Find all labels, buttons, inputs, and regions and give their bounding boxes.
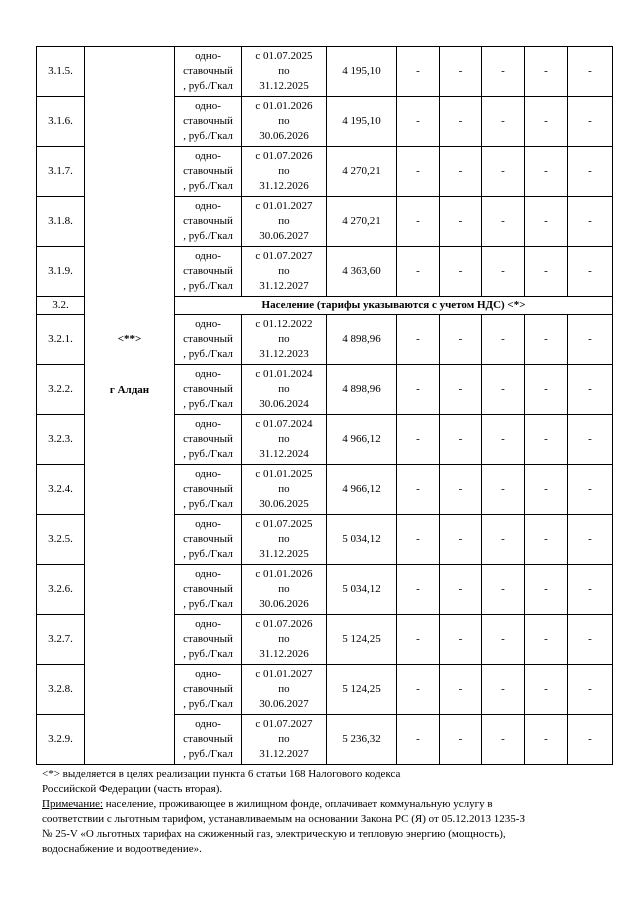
empty-value-cell: - — [568, 365, 613, 415]
cell-line: по — [278, 533, 290, 545]
period-cell — [242, 97, 327, 147]
unit-cell — [175, 715, 242, 765]
cell-line: , руб./Гкал — [183, 598, 233, 610]
cell-line: 31.12.2026 — [259, 180, 309, 192]
cell-line: одно- — [195, 100, 221, 112]
empty-value-cell: - — [568, 665, 613, 715]
cell-line: по — [278, 383, 290, 395]
empty-value-cell: - — [397, 315, 440, 365]
cell-line: ставочный — [183, 483, 233, 495]
empty-value-cell: - — [482, 147, 525, 197]
cell-line: , руб./Гкал — [183, 348, 233, 360]
empty-value-cell: - — [568, 147, 613, 197]
row-number-cell: 3.2.9. — [37, 715, 85, 765]
empty-value-cell: - — [482, 97, 525, 147]
cell-line: одно- — [195, 668, 221, 680]
section-title-cell: Население (тарифы указываются с учетом НДС) <*> — [175, 297, 613, 315]
cell-line: ставочный — [183, 683, 233, 695]
empty-value-cell: - — [440, 715, 482, 765]
empty-value-cell: - — [482, 197, 525, 247]
period-cell — [242, 47, 327, 97]
empty-value-cell: - — [440, 565, 482, 615]
tariff-table — [36, 46, 613, 765]
cell-line: ставочный — [183, 733, 233, 745]
cell-line: с 01.12.2022 — [255, 318, 313, 330]
tariff-value-cell: 4 195,10 — [327, 97, 397, 147]
tariff-value-cell: 5 124,25 — [327, 665, 397, 715]
empty-value-cell: - — [440, 365, 482, 415]
footnote-line: Российской Федерации (часть вторая). — [42, 783, 223, 795]
row-number-cell: 3.1.9. — [37, 247, 85, 297]
empty-value-cell: - — [568, 515, 613, 565]
cell-line: по — [278, 65, 290, 77]
note-text: население, проживающее в жилищном фонде, оплачивает коммунальную услугу в — [103, 798, 493, 810]
row-number-cell: 3.2.3. — [37, 415, 85, 465]
period-cell — [242, 465, 327, 515]
cell-line: , руб./Гкал — [183, 280, 233, 292]
cell-line: 31.12.2025 — [259, 80, 309, 92]
cell-line: с 01.01.2026 — [255, 568, 313, 580]
empty-value-cell: - — [525, 515, 568, 565]
unit-cell — [175, 365, 242, 415]
empty-value-cell: - — [482, 515, 525, 565]
cell-line: , руб./Гкал — [183, 448, 233, 460]
note-label: Примечание: — [42, 798, 104, 810]
cell-line: с 01.07.2025 — [255, 50, 313, 62]
cell-line: , руб./Гкал — [183, 548, 233, 560]
unit-cell — [175, 97, 242, 147]
cell-line: , руб./Гкал — [183, 130, 233, 142]
note-paragraph-line: соответствии с льготным тарифом, устанавливаемым на основании Закона РС (Я) от 05.12.2013 1235-З — [42, 813, 525, 825]
empty-value-cell: - — [397, 365, 440, 415]
cell-line: ставочный — [183, 433, 233, 445]
cell-line: по — [278, 433, 290, 445]
cell-line: с 01.01.2026 — [255, 100, 313, 112]
cell-line: , руб./Гкал — [183, 230, 233, 242]
tariff-value-cell: 5 236,32 — [327, 715, 397, 765]
section-number-cell: 3.2. — [37, 297, 85, 315]
row-number-cell: 3.1.8. — [37, 197, 85, 247]
empty-value-cell: - — [482, 665, 525, 715]
tariff-value-cell: 5 034,12 — [327, 565, 397, 615]
cell-line: по — [278, 683, 290, 695]
empty-value-cell: - — [568, 47, 613, 97]
row-number-cell: 3.2.4. — [37, 465, 85, 515]
period-cell — [242, 315, 327, 365]
empty-value-cell: - — [568, 415, 613, 465]
empty-value-cell: - — [440, 665, 482, 715]
cell-line: по — [278, 215, 290, 227]
cell-line: 30.06.2026 — [259, 130, 309, 142]
cell-line: , руб./Гкал — [183, 498, 233, 510]
period-cell — [242, 565, 327, 615]
territory-column-cell — [85, 47, 175, 765]
unit-cell — [175, 47, 242, 97]
empty-value-cell: - — [482, 565, 525, 615]
cell-line: с 01.01.2025 — [255, 468, 313, 480]
empty-value-cell: - — [525, 465, 568, 515]
cell-line: по — [278, 165, 290, 177]
cell-line: с 01.01.2027 — [255, 200, 313, 212]
cell-line: с 01.01.2024 — [255, 368, 313, 380]
empty-value-cell: - — [440, 247, 482, 297]
empty-value-cell: - — [568, 465, 613, 515]
empty-value-cell: - — [397, 147, 440, 197]
cell-line: 30.06.2026 — [259, 598, 309, 610]
cell-line: , руб./Гкал — [183, 698, 233, 710]
empty-value-cell: - — [525, 147, 568, 197]
empty-value-cell: - — [482, 715, 525, 765]
cell-line: одно- — [195, 418, 221, 430]
period-cell — [242, 665, 327, 715]
note-paragraph — [42, 797, 622, 812]
empty-value-cell: - — [397, 247, 440, 297]
cell-line: , руб./Гкал — [183, 180, 233, 192]
row-number-cell: 3.2.7. — [37, 615, 85, 665]
unit-cell — [175, 465, 242, 515]
cell-line: одно- — [195, 568, 221, 580]
unit-cell — [175, 665, 242, 715]
period-cell — [242, 515, 327, 565]
period-cell — [242, 147, 327, 197]
cell-line: с 01.07.2025 — [255, 518, 313, 530]
cell-line: , руб./Гкал — [183, 398, 233, 410]
cell-line: , руб./Гкал — [183, 80, 233, 92]
cell-line: по — [278, 633, 290, 645]
unit-cell — [175, 515, 242, 565]
row-number-cell: 3.1.7. — [37, 147, 85, 197]
cell-line: по — [278, 265, 290, 277]
cell-line: 30.06.2025 — [259, 498, 309, 510]
cell-line: одно- — [195, 250, 221, 262]
period-cell — [242, 365, 327, 415]
cell-line: , руб./Гкал — [183, 648, 233, 660]
empty-value-cell: - — [440, 315, 482, 365]
row-number-cell: 3.2.8. — [37, 665, 85, 715]
cell-line: 31.12.2027 — [259, 748, 309, 760]
tariff-value-cell: 4 898,96 — [327, 365, 397, 415]
tariff-value-cell: 4 898,96 — [327, 315, 397, 365]
cell-line: ставочный — [183, 215, 233, 227]
cell-line: 31.12.2027 — [259, 280, 309, 292]
empty-value-cell: - — [482, 465, 525, 515]
tariff-value-cell: 4 363,60 — [327, 247, 397, 297]
cell-line: 30.06.2024 — [259, 398, 309, 410]
table-row — [37, 47, 613, 97]
cell-line: по — [278, 333, 290, 345]
empty-value-cell: - — [568, 97, 613, 147]
row-number-cell: 3.2.2. — [37, 365, 85, 415]
empty-value-cell: - — [482, 315, 525, 365]
empty-value-cell: - — [397, 197, 440, 247]
empty-value-cell: - — [397, 615, 440, 665]
unit-cell — [175, 315, 242, 365]
empty-value-cell: - — [525, 247, 568, 297]
empty-value-cell: - — [568, 197, 613, 247]
note-paragraph-line: водоснабжение и водоотведение». — [42, 843, 202, 855]
territory-mark: <**> — [117, 333, 142, 345]
empty-value-cell: - — [482, 247, 525, 297]
cell-line: одно- — [195, 368, 221, 380]
unit-cell — [175, 615, 242, 665]
empty-value-cell: - — [568, 565, 613, 615]
empty-value-cell: - — [525, 565, 568, 615]
empty-value-cell: - — [525, 415, 568, 465]
empty-value-cell: - — [525, 665, 568, 715]
cell-line: одно- — [195, 518, 221, 530]
footnote — [42, 767, 622, 857]
cell-line: ставочный — [183, 583, 233, 595]
empty-value-cell: - — [568, 715, 613, 765]
cell-line: 30.06.2027 — [259, 698, 309, 710]
cell-line: по — [278, 115, 290, 127]
empty-value-cell: - — [482, 615, 525, 665]
tariff-value-cell: 4 270,21 — [327, 197, 397, 247]
cell-line: 31.12.2023 — [259, 348, 309, 360]
unit-cell — [175, 197, 242, 247]
cell-line: по — [278, 483, 290, 495]
cell-line: с 01.07.2027 — [255, 718, 313, 730]
cell-line: по — [278, 733, 290, 745]
cell-line: одно- — [195, 618, 221, 630]
period-cell — [242, 247, 327, 297]
cell-line: с 01.01.2027 — [255, 668, 313, 680]
tariff-value-cell: 4 195,10 — [327, 47, 397, 97]
unit-cell — [175, 565, 242, 615]
cell-line: ставочный — [183, 265, 233, 277]
cell-line: ставочный — [183, 65, 233, 77]
empty-value-cell: - — [525, 97, 568, 147]
empty-value-cell: - — [440, 97, 482, 147]
cell-line: с 01.07.2026 — [255, 150, 313, 162]
row-number-cell: 3.1.6. — [37, 97, 85, 147]
empty-value-cell: - — [397, 665, 440, 715]
empty-value-cell: - — [440, 465, 482, 515]
empty-value-cell: - — [482, 415, 525, 465]
empty-value-cell: - — [440, 147, 482, 197]
unit-cell — [175, 247, 242, 297]
empty-value-cell: - — [397, 465, 440, 515]
empty-value-cell: - — [525, 365, 568, 415]
empty-value-cell: - — [568, 615, 613, 665]
empty-value-cell: - — [440, 47, 482, 97]
cell-line: 31.12.2024 — [259, 448, 309, 460]
empty-value-cell: - — [568, 315, 613, 365]
territory-city: г Алдан — [109, 384, 150, 396]
note-paragraph-line: № 25-V «О льготных тарифах на сжиженный газ, электрическую и тепловую энергию (мощность), — [42, 828, 506, 840]
empty-value-cell: - — [440, 515, 482, 565]
cell-line: одно- — [195, 468, 221, 480]
row-number-cell: 3.2.6. — [37, 565, 85, 615]
footnote-line: <*> выделяется в целях реализации пункта 6 статьи 168 Налогового кодекса — [42, 768, 401, 780]
cell-line: 30.06.2027 — [259, 230, 309, 242]
row-number-cell: 3.1.5. — [37, 47, 85, 97]
empty-value-cell: - — [482, 365, 525, 415]
cell-line: ставочный — [183, 633, 233, 645]
empty-value-cell: - — [440, 197, 482, 247]
period-cell — [242, 197, 327, 247]
cell-line: 31.12.2026 — [259, 648, 309, 660]
empty-value-cell: - — [397, 715, 440, 765]
tariff-value-cell: 5 124,25 — [327, 615, 397, 665]
cell-line: , руб./Гкал — [183, 748, 233, 760]
empty-value-cell: - — [397, 515, 440, 565]
tariff-value-cell: 5 034,12 — [327, 515, 397, 565]
cell-line: 31.12.2025 — [259, 548, 309, 560]
cell-line: ставочный — [183, 383, 233, 395]
unit-cell — [175, 415, 242, 465]
cell-line: одно- — [195, 718, 221, 730]
empty-value-cell: - — [397, 97, 440, 147]
tariff-table-body — [37, 47, 613, 765]
empty-value-cell: - — [397, 415, 440, 465]
cell-line: по — [278, 583, 290, 595]
empty-value-cell: - — [397, 565, 440, 615]
empty-value-cell: - — [440, 415, 482, 465]
empty-value-cell: - — [568, 247, 613, 297]
empty-value-cell: - — [440, 615, 482, 665]
empty-value-cell: - — [525, 715, 568, 765]
cell-line: с 01.07.2027 — [255, 250, 313, 262]
tariff-value-cell: 4 966,12 — [327, 465, 397, 515]
empty-value-cell: - — [525, 315, 568, 365]
tariff-value-cell: 4 966,12 — [327, 415, 397, 465]
empty-value-cell: - — [397, 47, 440, 97]
cell-line: ставочный — [183, 533, 233, 545]
cell-line: одно- — [195, 50, 221, 62]
cell-line: ставочный — [183, 115, 233, 127]
cell-line: с 01.07.2024 — [255, 418, 313, 430]
empty-value-cell: - — [525, 615, 568, 665]
cell-line: одно- — [195, 318, 221, 330]
empty-value-cell: - — [525, 197, 568, 247]
period-cell — [242, 415, 327, 465]
period-cell — [242, 715, 327, 765]
cell-line: одно- — [195, 150, 221, 162]
cell-line: ставочный — [183, 165, 233, 177]
empty-value-cell: - — [525, 47, 568, 97]
period-cell — [242, 615, 327, 665]
empty-value-cell: - — [482, 47, 525, 97]
row-number-cell: 3.2.1. — [37, 315, 85, 365]
cell-line: одно- — [195, 200, 221, 212]
unit-cell — [175, 147, 242, 197]
tariff-value-cell: 4 270,21 — [327, 147, 397, 197]
row-number-cell: 3.2.5. — [37, 515, 85, 565]
cell-line: с 01.07.2026 — [255, 618, 313, 630]
cell-line: ставочный — [183, 333, 233, 345]
